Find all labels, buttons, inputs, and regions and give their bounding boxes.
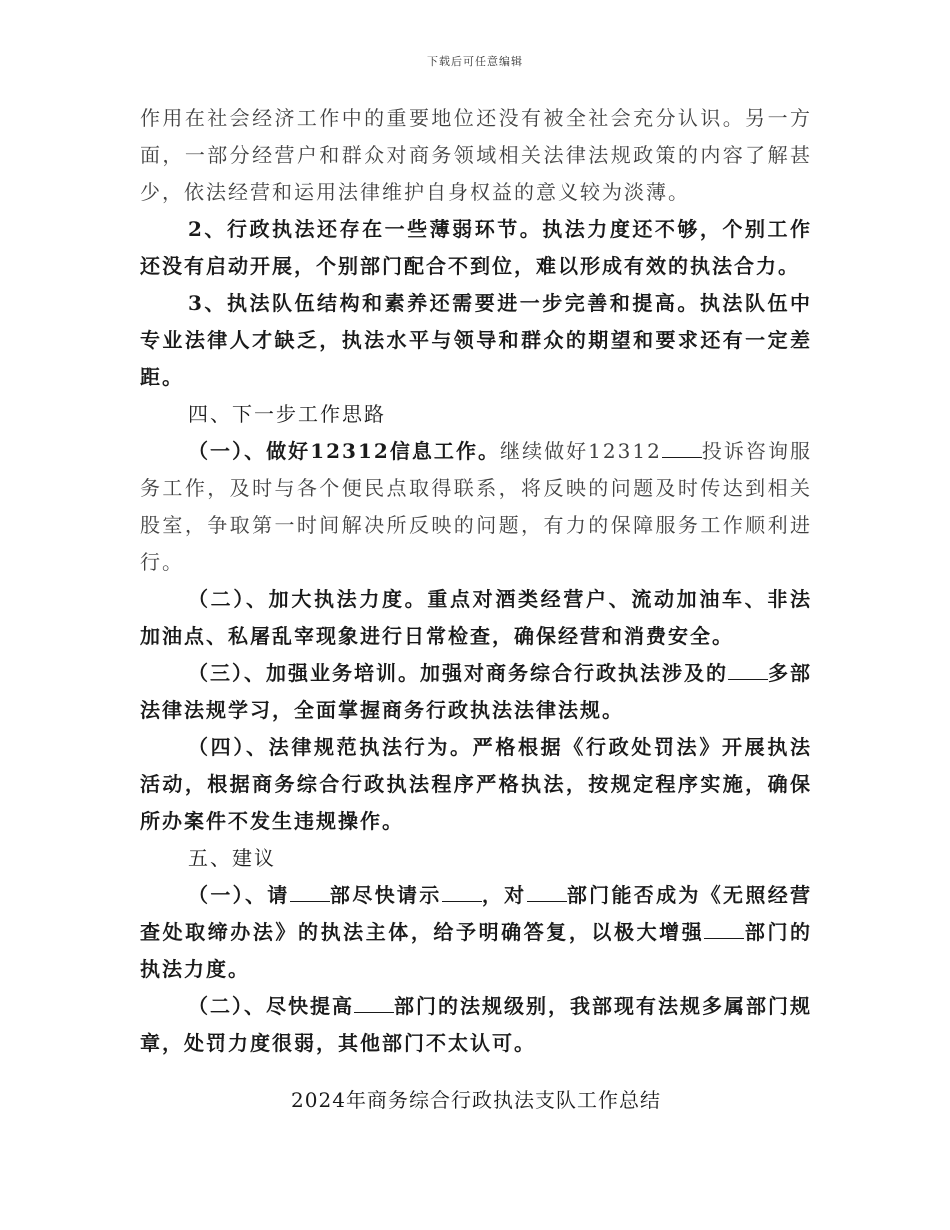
paragraph-4-4: （四）、法律规范执法行为。严格根据《行政处罚法》开展执法活动，根据商务综合行政执法程序严格执法，按规定程序实施，确保所办案件不发生违规操作。 <box>140 735 812 833</box>
paragraph-text: （三）、加强业务培训。加强对商务综合行政执法涉及的 <box>188 661 728 685</box>
blank-underline <box>442 883 482 902</box>
blank-underline <box>527 883 567 902</box>
paragraph-text: 部尽快请示 <box>329 883 442 907</box>
paragraph-text: ，对 <box>481 883 527 907</box>
paragraph-text: 部门能否成为《无照经营查处取缔办法》的执法主体，给予明确答复，以极大增强 <box>140 883 813 944</box>
page-header: 下载后可任意编辑 <box>427 55 523 68</box>
paragraph-text: （一）、请 <box>188 883 290 907</box>
paragraph-text: 继续做好12312 <box>500 439 662 463</box>
blank-underline <box>290 883 330 902</box>
document-title: 2024年商务综合行政执法支队工作总结 <box>291 1088 661 1112</box>
paragraph-text: （二）、尽快提高 <box>188 994 354 1018</box>
blank-underline <box>704 920 744 939</box>
paragraph-lead: （一）、做好12312信息工作。 <box>188 439 501 463</box>
section-heading-5: 五、建议 <box>188 846 276 870</box>
paragraph-item-2: 2、行政执法还存在一些薄弱环节。执法力度还不够，个别工作还没有启动开展，个别部门配合不到位，难以形成有效的执法合力。 <box>140 217 812 278</box>
paragraph-text: 部门的法规级别，我部现有法规多属部门规章，处罚力度很弱，其他部门不太认可。 <box>140 994 812 1055</box>
paragraph-text: 部门的执法力度。 <box>140 920 813 981</box>
section-heading-4: 四、下一步工作思路 <box>188 402 386 426</box>
blank-underline <box>662 439 702 458</box>
paragraph-4-1 <box>140 433 812 581</box>
paragraph-5-1 <box>140 877 812 988</box>
paragraph-4-2: （二）、加大执法力度。重点对酒类经营户、流动加油车、非法加油点、私屠乱宰现象进行日常检查，确保经营和消费安全。 <box>140 587 812 648</box>
paragraph-item-3: 3、执法队伍结构和素养还需要进一步完善和提高。执法队伍中专业法律人才缺乏，执法水平与领导和群众的期望和要求还有一定差距。 <box>140 291 812 389</box>
blank-underline <box>354 994 394 1013</box>
paragraph-text: 投诉咨询服务工作，及时与各个便民点取得联系，将反映的问题及时传达到相关股室，争取第一时间解决所反映的问题，有力的保障服务工作顺利进行。 <box>140 439 812 574</box>
paragraph-text: 多部法律法规学习，全面掌握商务行政执法法律法规。 <box>140 661 812 722</box>
paragraph-4-3 <box>140 655 812 729</box>
blank-underline <box>728 661 768 680</box>
document-body <box>140 100 812 1119</box>
paragraph-5-2 <box>140 988 812 1062</box>
paragraph-continuation: 作用在社会经济工作中的重要地位还没有被全社会充分认识。另一方面，一部分经营户和群众对商务领域相关法律法规政策的内容了解甚少，依法经营和运用法律维护自身权益的意义较为淡薄。 <box>140 106 812 204</box>
